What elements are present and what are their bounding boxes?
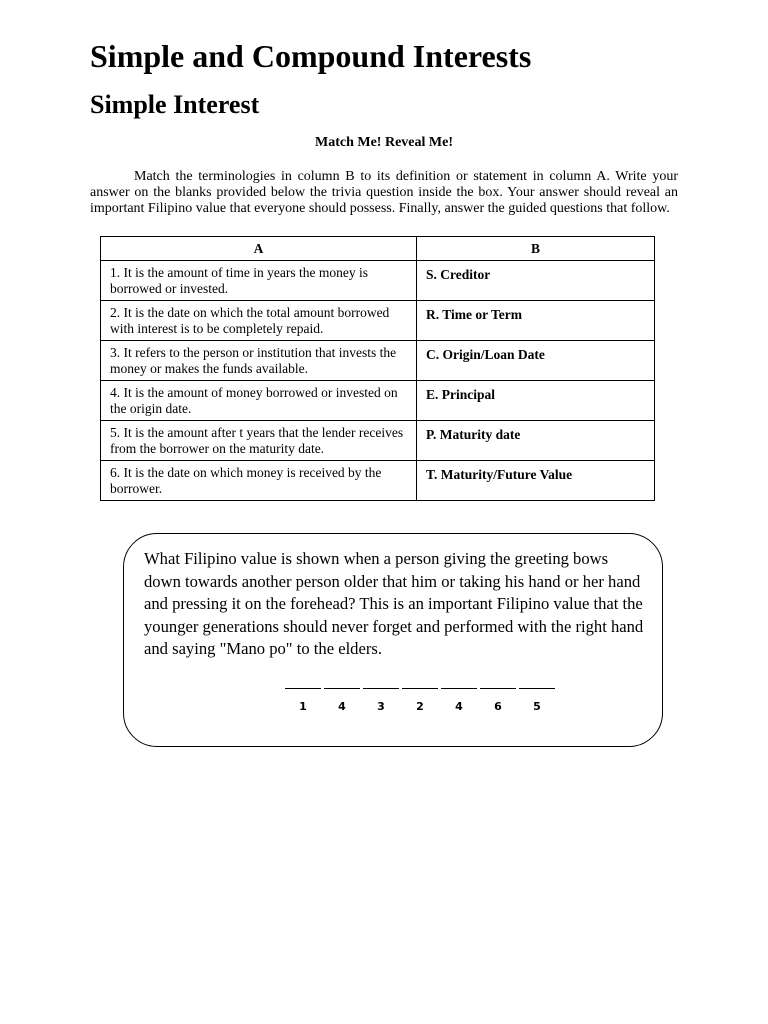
answer-blank[interactable] xyxy=(285,684,321,689)
page-title: Simple and Compound Interests xyxy=(90,38,532,74)
answer-number: 6 xyxy=(494,700,502,713)
definition-cell: 1. It is the amount of time in years the money is borrowed or invested. xyxy=(101,261,417,301)
answer-number: 4 xyxy=(455,700,463,713)
table-row xyxy=(101,381,655,421)
answer-blank[interactable] xyxy=(363,684,399,689)
instructions-paragraph: Match the terminologies in column B to its definition or statement in column A. Write your answer on the blanks provided below the trivia question inside the box. Your answer should reveal an important Filipino value that everyone should possess. Finally, answer the guided questions that follow. xyxy=(90,169,678,216)
term-cell: S. Creditor xyxy=(417,261,655,301)
answer-slot xyxy=(285,684,321,713)
answer-slot xyxy=(441,684,477,713)
trivia-box xyxy=(123,533,663,747)
column-a-header: A xyxy=(101,237,417,261)
answer-number: 4 xyxy=(338,700,346,713)
answer-slot xyxy=(480,684,516,713)
table-row xyxy=(101,461,655,501)
definition-cell: 6. It is the date on which money is received by the borrower. xyxy=(101,461,417,501)
table-row xyxy=(101,261,655,301)
answer-blank[interactable] xyxy=(441,684,477,689)
answer-number: 1 xyxy=(299,700,307,713)
answer-blank[interactable] xyxy=(480,684,516,689)
answer-blank[interactable] xyxy=(324,684,360,689)
trivia-question: What Filipino value is shown when a person giving the greeting bows down towards another person older that him or taking his hand or her hand and pressing it on the forehead? This is an important Filipino value that the younger generations should never forget and performed with the right hand and saying "Mano po" to the elders. xyxy=(144,549,644,658)
answer-number: 2 xyxy=(416,700,424,713)
table-row xyxy=(101,421,655,461)
answer-slot xyxy=(363,684,399,713)
answer-slot xyxy=(324,684,360,713)
answer-slot xyxy=(519,684,555,713)
answer-slot xyxy=(402,684,438,713)
definition-cell: 5. It is the amount after t years that the lender receives from the borrower on the maturity date. xyxy=(101,421,417,461)
term-cell: P. Maturity date xyxy=(417,421,655,461)
section-title: Simple Interest xyxy=(90,90,260,119)
term-cell: E. Principal xyxy=(417,381,655,421)
answer-blanks xyxy=(285,684,558,713)
definition-cell: 2. It is the date on which the total amount borrowed with interest is to be completely repaid. xyxy=(101,301,417,341)
answer-blank[interactable] xyxy=(519,684,555,689)
answer-number: 3 xyxy=(377,700,385,713)
activity-title: Match Me! Reveal Me! xyxy=(315,135,453,150)
term-cell: C. Origin/Loan Date xyxy=(417,341,655,381)
term-cell: T. Maturity/Future Value xyxy=(417,461,655,501)
table-header-row xyxy=(101,237,655,261)
definition-cell: 3. It refers to the person or institution that invests the money or makes the funds available. xyxy=(101,341,417,381)
term-cell: R. Time or Term xyxy=(417,301,655,341)
answer-blank[interactable] xyxy=(402,684,438,689)
column-b-header: B xyxy=(417,237,655,261)
definition-cell: 4. It is the amount of money borrowed or invested on the origin date. xyxy=(101,381,417,421)
matching-table xyxy=(100,236,655,501)
answer-number: 5 xyxy=(533,700,541,713)
table-row xyxy=(101,341,655,381)
table-row xyxy=(101,301,655,341)
